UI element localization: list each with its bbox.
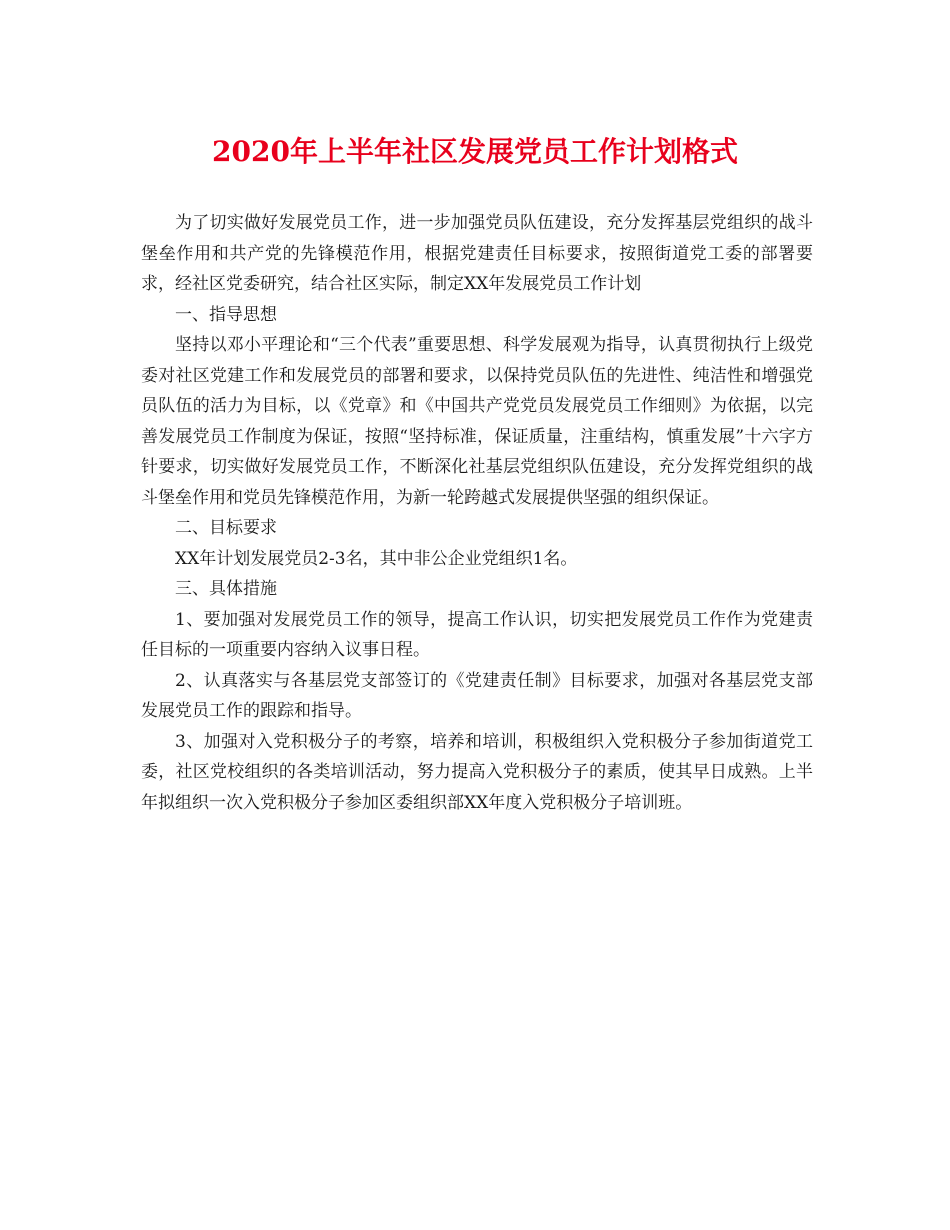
goals-paragraph: XX年计划发展党员2-3名，其中非公企业党组织1名。	[175, 548, 578, 569]
intro-paragraph: 为了切实做好发展党员工作，进一步加强党员队伍建设，充分发挥基层党组织的战斗堡垒作用和共产党的先锋模范作用，根据党建责任目标要求，按照街道党工委的部署要求，经社区党委研究，结合社区实际，制定XX年发展党员工作计划	[141, 213, 813, 294]
guiding-thought-paragraph: 坚持以邓小平理论和“三个代表”重要思想、科学发展观为指导，认真贯彻执行上级党委对社区党建工作和发展党员的部署和要求，以保持党员队伍的先进性、纯洁性和增强党员队伍的活力为目标，以《党章》和《中国共产党党员发展党员工作细则》为依据，以完善发展党员工作制度为保证，按照“坚持标准，保证质量，注重结构，慎重发展”十六字方针要求，切实做好发展党员工作，不断深化社基层党组织队伍建设，充分发挥党组织的战斗堡垒作用和党员先锋模范作用，为新一轮跨越式发展提供坚强的组织保证。	[141, 335, 813, 508]
measure-item-1: 1、要加强对发展党员工作的领导，提高工作认识，切实把发展党员工作作为党建责任目标的一项重要内容纳入议事日程。	[141, 609, 813, 660]
document-title: 2020年上半年社区发展党员工作计划格式	[212, 135, 738, 168]
section-heading-guiding-thought: 一、指导思想	[175, 304, 277, 325]
section-heading-measures: 三、具体措施	[175, 579, 277, 599]
measure-item-2: 2、认真落实与各基层党支部签订的《党建责任制》目标要求，加强对各基层党支部发展党员工作的跟踪和指导。	[141, 670, 813, 721]
document-body	[141, 208, 813, 818]
section-heading-goals: 二、目标要求	[175, 518, 277, 538]
measure-item-3: 3、加强对入党积极分子的考察，培养和培训，积极组织入党积极分子参加街道党工委，社区党校组织的各类培训活动，努力提高入党积极分子的素质，使其早日成熟。上半年拟组织一次入党积极分子参加区委组织部XX年度入党积极分子培训班。	[141, 731, 813, 813]
